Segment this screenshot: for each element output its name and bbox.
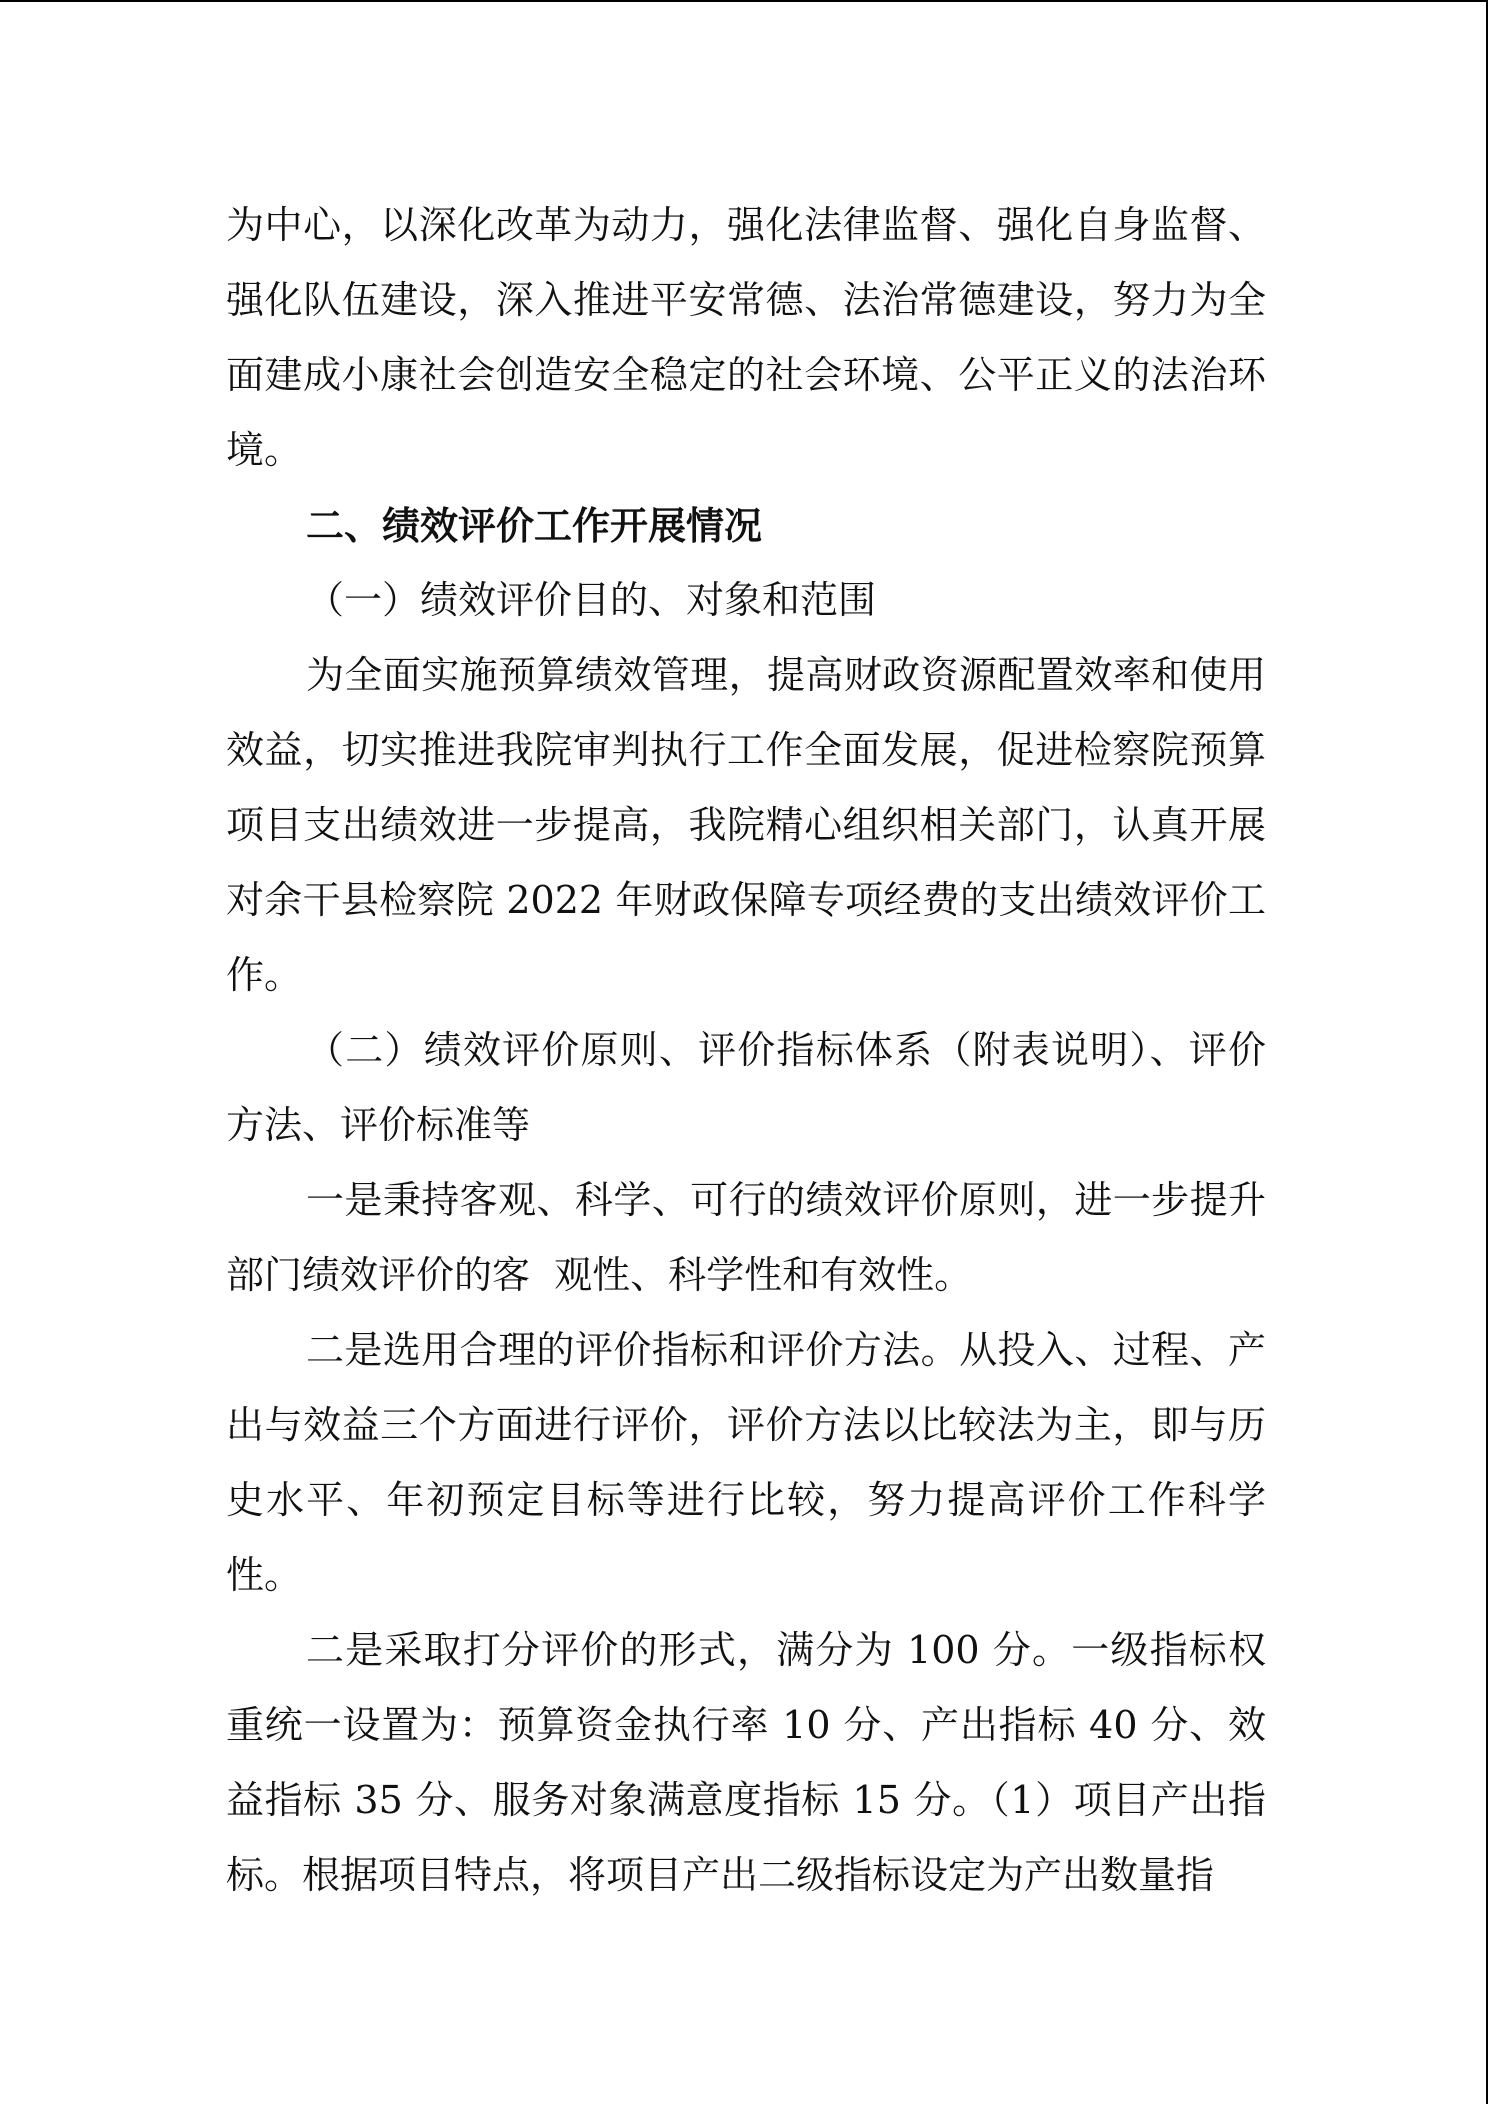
subheading-principles-methods: （二）绩效评价原则、评价指标体系（附表说明）、评价方法、评价标准等 bbox=[226, 1028, 1266, 1147]
page-top-border bbox=[0, 0, 1488, 2]
paragraph-intro-continuation: 为中心，以深化改革为动力，强化法律监督、强化自身监督、强化队伍建设，深入推进平安常德、法治常德建设，努力为全面建成小康社会创造安全稳定的社会环境、公平正义的法治环境。 bbox=[226, 203, 1266, 472]
subheading-purpose-scope: （一）绩效评价目的、对象和范围 bbox=[306, 578, 877, 622]
section-heading-performance-evaluation: 二、绩效评价工作开展情况 bbox=[306, 503, 763, 548]
paragraph-principle-one: 一是秉持客观、科学、可行的绩效评价原则，进一步提升部门绩效评价的客 观性、科学性和有效性。 bbox=[226, 1178, 1266, 1297]
paragraph-scoring: 二是采取打分评价的形式，满分为 100 分。一级指标权重统一设置为：预算资金执行率 10 分、产出指标 40 分、效益指标 35 分、服务对象满意度指标 15 分。（1）项目产出指标。根据项目特点，将项目产出二级指标设定为产出数量指 bbox=[226, 1628, 1266, 1897]
paragraph-purpose: 为全面实施预算绩效管理，提高财政资源配置效率和使用效益，切实推进我院审判执行工作全面发展，促进检察院预算项目支出绩效进一步提高，我院精心组织相关部门，认真开展对余干县检察院 2022 年财政保障专项经费的支出绩效评价工作。 bbox=[226, 653, 1266, 997]
paragraph-principle-two: 二是选用合理的评价指标和评价方法。从投入、过程、产出与效益三个方面进行评价，评价方法以比较法为主，即与历史水平、年初预定目标等进行比较，努力提高评价工作科学性。 bbox=[226, 1328, 1266, 1597]
document-body bbox=[226, 188, 1266, 1913]
